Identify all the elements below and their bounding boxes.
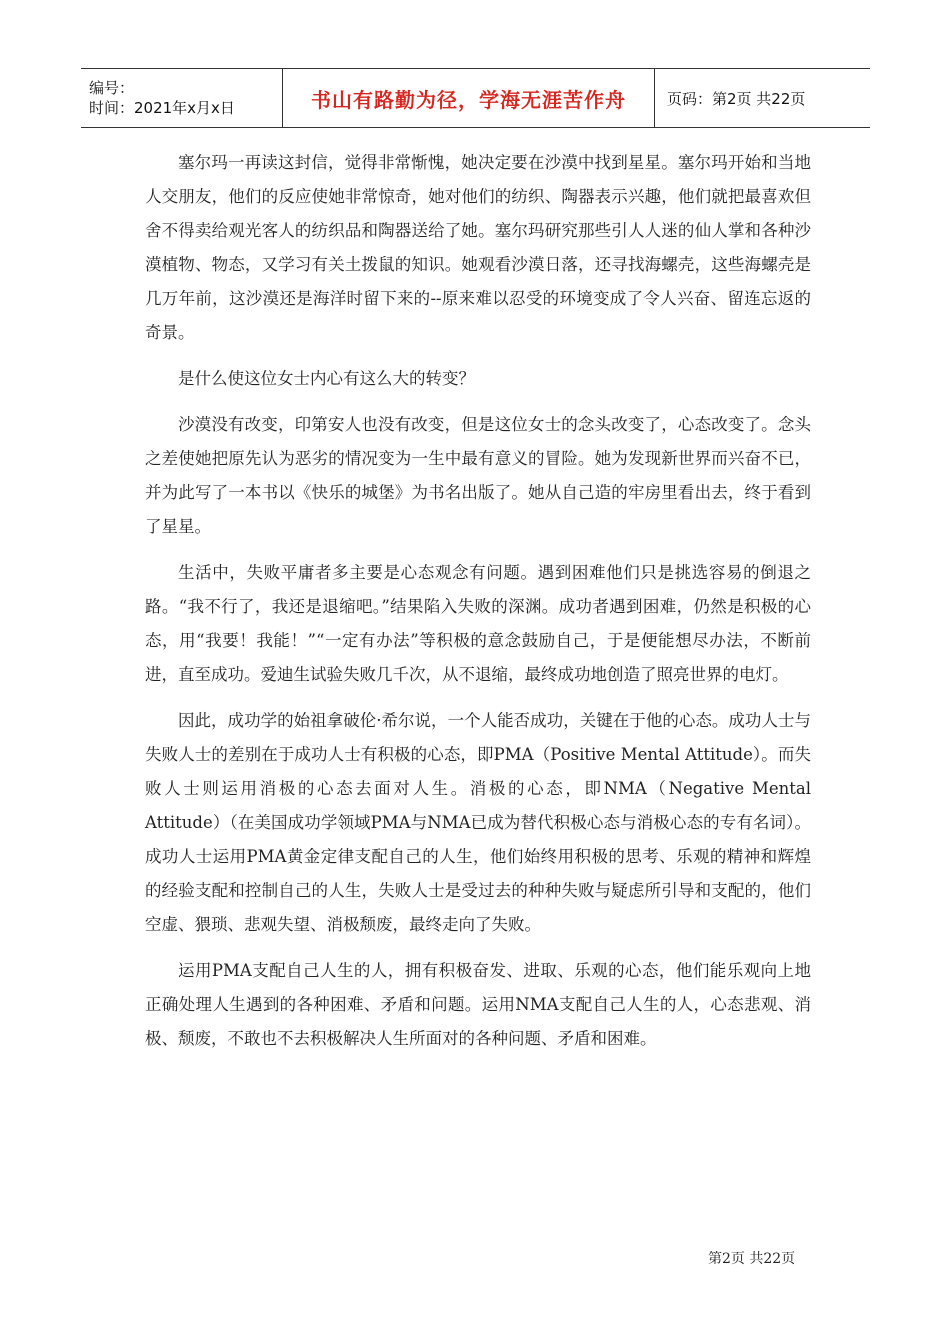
- number-label: 编号：: [89, 79, 135, 97]
- header-page-cell: [655, 69, 870, 127]
- header-meta: [81, 69, 283, 127]
- paragraph: 因此，成功学的始祖拿破伦·希尔说，一个人能否成功，关键在于他的心态。成功人士与失败人士的差别在于成功人士有积极的心态，即PMA（Positive Mental Attitude）。而失败人士则运用消极的心态去面对人生。消极的心态，即NMA（Negative Mental Attitude）（在美国成功学领域PMA与NMA已成为替代积极心态与消极心态的专有名词）。成功人士运用PMA黄金定律支配自己的人生，他们始终用积极的思考、乐观的精神和辉煌的经验支配和控制自己的人生，失败人士是受过去的种种失败与疑虑所引导和支配的，他们空虚、猥琐、悲观失望、消极颓废，最终走向了失败。: [145, 711, 811, 934]
- header-page-label: 页码：第2页 共22页: [667, 89, 806, 108]
- time-label: 时间：2021年x月x日: [89, 99, 235, 117]
- paragraph: 运用PMA支配自己人生的人，拥有积极奋发、进取、乐观的心态，他们能乐观向上地正确处理人生遇到的各种困难、矛盾和问题。运用NMA支配自己人生的人，心态悲观、消极、颓废，不敢也不去积极解决人生所面对的各种问题、矛盾和困难。: [145, 961, 811, 1048]
- header-motto: 书山有路勤为径，学海无涯苦作舟: [311, 87, 626, 112]
- paragraph: 是什么使这位女士内心有这么大的转变？: [178, 369, 475, 388]
- paragraph: 生活中，失败平庸者多主要是心态观念有问题。遇到困难他们只是挑选容易的倒退之路。“我不行了，我还是退缩吧。”结果陷入失败的深渊。成功者遇到困难，仍然是积极的心态，用“我要！我能！”“一定有办法”等积极的意念鼓励自己，于是便能想尽办法，不断前进，直至成功。爱迪生试验失败几千次，从不退缩，最终成功地创造了照亮世界的电灯。: [145, 563, 811, 684]
- paragraph: 塞尔玛一再读这封信，觉得非常惭愧，她决定要在沙漠中找到星星。塞尔玛开始和当地人交朋友，他们的反应使她非常惊奇，她对他们的纺织、陶器表示兴趣，他们就把最喜欢但舍不得卖给观光客人的纺织品和陶器送给了她。塞尔玛研究那些引人人迷的仙人掌和各种沙漠植物、物态，又学习有关土拨鼠的知识。她观看沙漠日落，还寻找海螺壳，这些海螺壳是几万年前，这沙漠还是海洋时留下来的--原来难以忍受的环境变成了令人兴奋、留连忘返的奇景。: [145, 153, 811, 342]
- header-motto-cell: [283, 69, 655, 127]
- page-header: [81, 68, 870, 128]
- paragraph: 沙漠没有改变，印第安人也没有改变，但是这位女士的念头改变了，心态改变了。念头之差使她把原先认为恶劣的情况变为一生中最有意义的冒险。她为发现新世界而兴奋不已，并为此写了一本书以《快乐的城堡》为书名出版了。她从自己造的牢房里看出去，终于看到了星星。: [145, 415, 811, 536]
- document-body: [145, 146, 811, 1068]
- page-footer: 第2页 共22页: [708, 1251, 796, 1267]
